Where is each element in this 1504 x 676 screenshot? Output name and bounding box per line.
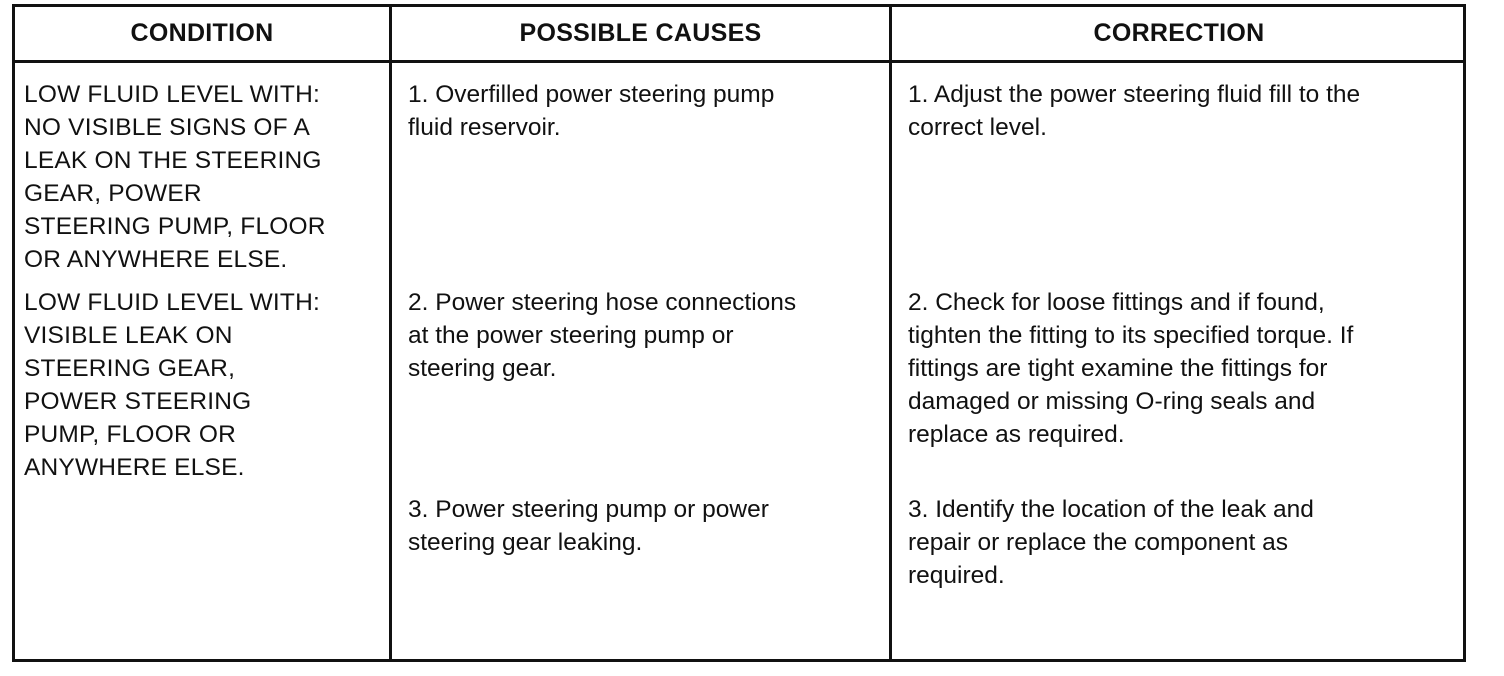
row-3-correction: 3. Identify the location of the leak and repair or replace the component as required. bbox=[908, 496, 1314, 589]
row-1-condition: LOW FLUID LEVEL WITH: NO VISIBLE SIGNS OF A LEAK ON THE STEERING GEAR, POWER STEERING PUMP, FLOOR OR ANYWHERE ELSE. bbox=[24, 81, 326, 273]
row-2-cause: 2. Power steering hose connections at the power steering pump or steering gear. bbox=[408, 289, 797, 382]
row-1-cause: 1. Overfilled power steering pump fluid reservoir. bbox=[408, 81, 775, 141]
row-3-cause: 3. Power steering pump or power steering gear leaking. bbox=[408, 496, 769, 556]
row-2-correction: 2. Check for loose fittings and if found, tighten the fitting to its specified torque. If fittings are tight examine the fittings for damaged or missing O-ring seals and replace as required. bbox=[908, 289, 1354, 448]
header-correction: CORRECTION bbox=[1093, 19, 1265, 47]
row-2-condition: LOW FLUID LEVEL WITH: VISIBLE LEAK ON STEERING GEAR, POWER STEERING PUMP, FLOOR OR ANYWHERE ELSE. bbox=[24, 289, 320, 481]
row-1-correction: 1. Adjust the power steering fluid fill to the correct level. bbox=[908, 81, 1361, 141]
column-divider bbox=[389, 7, 392, 659]
header-divider bbox=[15, 60, 1463, 63]
header-possible-causes: POSSIBLE CAUSES bbox=[519, 19, 762, 47]
diagnosis-table bbox=[12, 4, 1466, 662]
header-condition: CONDITION bbox=[130, 19, 274, 47]
column-divider bbox=[889, 7, 892, 659]
